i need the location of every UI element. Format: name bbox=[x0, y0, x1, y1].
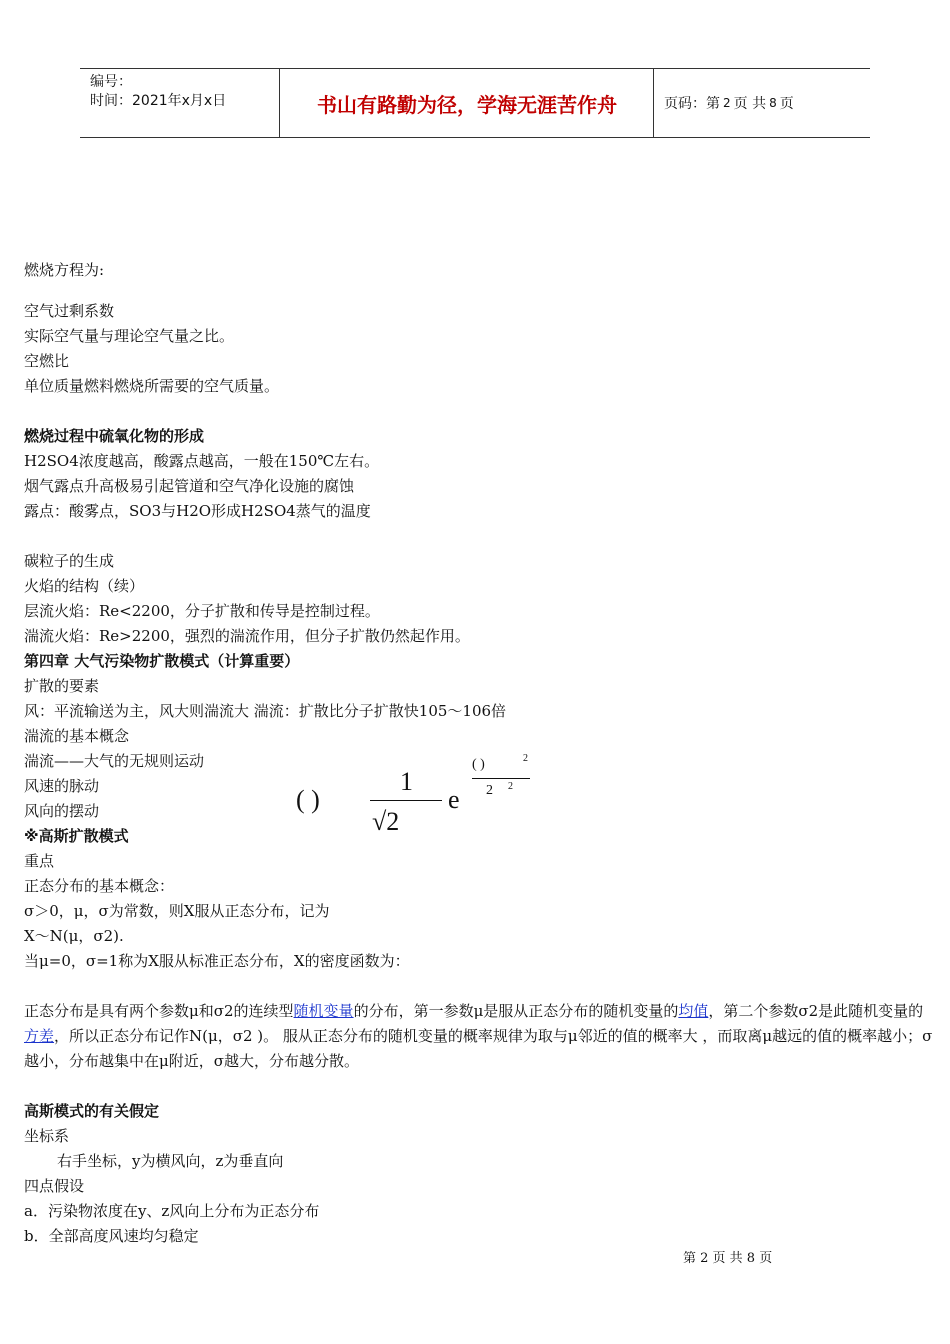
text-line: 湍流——大气的无规则运动 bbox=[24, 752, 205, 770]
text-line: X～N(μ，σ2). bbox=[24, 927, 124, 945]
document-body bbox=[24, 258, 934, 1249]
header-meta bbox=[80, 69, 280, 137]
text-line: 湍流的基本概念 bbox=[24, 727, 130, 745]
text-line: 坐标系 bbox=[24, 1127, 70, 1145]
text-line: 四点假设 bbox=[24, 1177, 85, 1195]
text-line: 重点 bbox=[24, 852, 55, 870]
text-line: 单位质量燃料燃烧所需要的空气质量。 bbox=[24, 377, 280, 395]
page-footer: 第 2 页 共 8 页 bbox=[683, 1251, 773, 1266]
text-line: 空燃比 bbox=[24, 352, 70, 370]
text-line: 烟气露点升高极易引起管道和空气净化设施的腐蚀 bbox=[24, 477, 355, 495]
formula-fraction-bar bbox=[370, 800, 442, 801]
document-number-label: 编号： bbox=[90, 74, 132, 90]
variance-link[interactable]: 方差 bbox=[24, 1027, 55, 1045]
text-line: 层流火焰：Re<2200，分子扩散和传导是控制过程。 bbox=[24, 602, 380, 620]
header-motto: 书山有路勤为径，学海无涯苦作舟 bbox=[281, 69, 654, 137]
text-line: 实际空气量与理论空气量之比。 bbox=[24, 327, 235, 345]
formula-base: e bbox=[448, 785, 460, 814]
page-suffix: 页 bbox=[779, 96, 794, 112]
normal-distribution-paragraph: 正态分布是具有两个参数μ和σ2的连续型随机变量的分布，第一参数μ是服从正态分布的随机变量的均值，第二个参数σ2是此随机变量的方差，所以正态分布记作N(μ，σ2 )。 服从正态分布的随机变量的概率规律为取与μ邻近的值的概率大 ，而取离μ越远的值的概率越小；σ越小，分布越集中在μ附近，σ越大，分布越分散。 bbox=[24, 1002, 933, 1070]
text-line: H2SO4浓度越高，酸露点越高，一般在150℃左右。 bbox=[24, 452, 380, 470]
text-line: 湍流火焰：Re>2200，强烈的湍流作用，但分子扩散仍然起作用。 bbox=[24, 627, 470, 645]
section-heading: 燃烧过程中硫氧化物的形成 bbox=[24, 427, 205, 445]
page-mid: 页 共 bbox=[733, 96, 767, 112]
text-line: 空气过剩系数 bbox=[24, 302, 115, 320]
text-line: 右手坐标，y为横风向，z为垂直向 bbox=[57, 1152, 284, 1170]
formula-exponent-top: ( ) bbox=[472, 757, 485, 772]
text-line: 正态分布的基本概念： bbox=[24, 877, 175, 895]
text-line: 露点：酸雾点，SO3与H2O形成H2SO4蒸气的温度 bbox=[24, 502, 371, 520]
text-line: 碳粒子的生成 bbox=[24, 552, 115, 570]
section-heading: ※高斯扩散模式 bbox=[24, 827, 129, 845]
text-line: 风速的脉动 bbox=[24, 777, 100, 795]
text-line: b．全部高度风速均匀稳定 bbox=[24, 1227, 199, 1245]
page-total: 8 bbox=[769, 96, 777, 110]
text-line: 风：平流输送为主，风大则湍流大 湍流：扩散比分子扩散快105～106倍 bbox=[24, 702, 507, 720]
header-table bbox=[80, 68, 870, 138]
random-variable-link[interactable]: 随机变量 bbox=[293, 1002, 354, 1020]
formula-exponent-bottom: 2 bbox=[486, 783, 493, 798]
text-line: a．污染物浓度在y、z风向上分布为正态分布 bbox=[24, 1202, 320, 1220]
text-line: 风向的摆动 bbox=[24, 802, 100, 820]
text-line: 扩散的要素 bbox=[24, 677, 100, 695]
formula-denominator: √2 bbox=[372, 807, 400, 836]
header-page-info bbox=[654, 69, 870, 137]
mean-link[interactable]: 均值 bbox=[678, 1002, 709, 1020]
density-formula bbox=[296, 753, 546, 842]
formula-exponent-bar bbox=[472, 778, 530, 779]
formula-exponent-sup: 2 bbox=[508, 781, 513, 792]
formula-numerator: 1 bbox=[400, 767, 413, 796]
text-line: 当μ=0，σ=1称为X服从标准正态分布，X的密度函数为： bbox=[24, 952, 410, 970]
chapter-heading: 第四章 大气污染物扩散模式（计算重要） bbox=[24, 652, 300, 670]
page-prefix: 页码：第 bbox=[664, 96, 720, 112]
page-current: 2 bbox=[723, 96, 731, 110]
formula-paren: ( ) bbox=[296, 785, 320, 814]
text-line: 燃烧方程为: bbox=[24, 261, 105, 279]
formula-exponent-sup: 2 bbox=[523, 753, 528, 764]
text-line: 火焰的结构（续） bbox=[24, 577, 145, 595]
text-line: σ＞0，μ，σ为常数，则X服从正态分布，记为 bbox=[24, 902, 330, 920]
section-heading: 高斯模式的有关假定 bbox=[24, 1102, 160, 1120]
document-date-label: 时间：2021年x月x日 bbox=[90, 93, 227, 109]
